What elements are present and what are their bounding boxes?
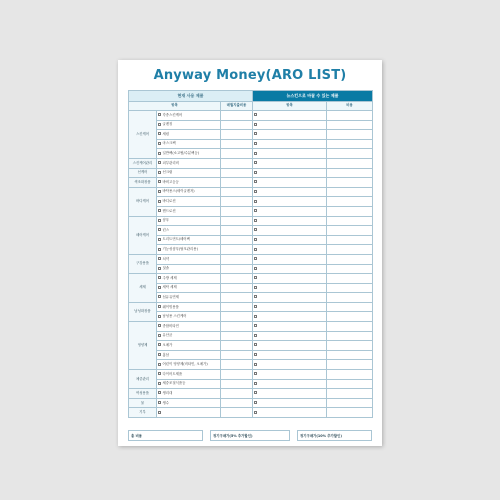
item-label: 기능성샴푸(탈모관리용) <box>162 247 198 251</box>
monthly-cost-cell[interactable] <box>221 360 253 370</box>
checkbox-icon[interactable] <box>158 372 161 375</box>
checkbox-icon[interactable] <box>158 257 161 260</box>
table-row <box>129 158 373 168</box>
replacement-cost-cell[interactable] <box>327 235 373 245</box>
checkbox-icon[interactable] <box>254 363 257 366</box>
table-row <box>129 379 373 389</box>
item-cell <box>157 197 221 207</box>
item-cell <box>157 331 221 341</box>
item-cell <box>157 360 221 370</box>
item-label: 세탁 세제 <box>162 285 177 290</box>
replacement-item-cell[interactable] <box>253 389 327 399</box>
item-label: 세럼 <box>162 131 170 136</box>
item-label: 칫솔 <box>162 266 170 271</box>
table-row <box>129 398 373 408</box>
table-row <box>129 331 373 341</box>
checkbox-icon[interactable] <box>254 305 257 308</box>
item-label: 생수 <box>162 400 170 405</box>
checkbox-icon[interactable] <box>158 295 161 298</box>
table-row <box>129 408 373 418</box>
item-label: 남성용 스킨케어 <box>162 314 187 319</box>
replacement-cost-cell[interactable] <box>327 379 373 389</box>
item-cell <box>157 302 221 312</box>
table-row <box>129 312 373 322</box>
table-row <box>129 302 373 312</box>
table-row <box>129 254 373 264</box>
monthly-cost-cell[interactable] <box>221 168 253 178</box>
replacement-item-cell[interactable] <box>253 264 327 274</box>
category-label: 물 <box>129 398 157 408</box>
table-row <box>129 322 373 332</box>
checkbox-icon[interactable] <box>158 315 161 318</box>
monthly-cost-cell[interactable] <box>221 187 253 197</box>
item-label: 어린이 영양제(비타민, 오메가) <box>162 362 208 367</box>
item-label: 피부관리비 <box>162 160 179 165</box>
cost-subheader: 비용 <box>327 102 373 111</box>
replacement-item-cell[interactable] <box>253 293 327 303</box>
replacement-item-cell[interactable] <box>253 149 327 159</box>
product-table <box>128 90 373 418</box>
checkbox-icon[interactable] <box>158 363 161 366</box>
checkbox-icon[interactable] <box>158 305 161 308</box>
checkbox-icon[interactable] <box>254 382 257 385</box>
table-row <box>129 245 373 255</box>
table-row <box>129 283 373 293</box>
item-cell <box>157 139 221 149</box>
item-label: 홍삼 <box>162 352 170 357</box>
checkbox-icon[interactable] <box>254 228 257 231</box>
item-cell <box>157 187 221 197</box>
category-label: 색조화장품 <box>129 178 157 188</box>
table-row <box>129 350 373 360</box>
checkbox-icon[interactable] <box>158 190 161 193</box>
item-cell <box>157 206 221 216</box>
category-label: 스킨케어관리 <box>129 158 157 168</box>
checkbox-icon[interactable] <box>254 142 257 145</box>
checkbox-icon[interactable] <box>158 180 161 183</box>
replacement-cost-cell[interactable] <box>327 264 373 274</box>
item-cell <box>157 120 221 130</box>
table-row <box>129 149 373 159</box>
monthly-cost-cell[interactable] <box>221 120 253 130</box>
checkbox-icon[interactable] <box>254 200 257 203</box>
monthly-cost-cell[interactable] <box>221 331 253 341</box>
item-cell <box>157 389 221 399</box>
table-row <box>129 235 373 245</box>
checkbox-icon[interactable] <box>158 248 161 251</box>
checkbox-icon[interactable] <box>158 411 161 414</box>
replacement-item-cell[interactable] <box>253 187 327 197</box>
replacement-item-cell[interactable] <box>253 408 327 418</box>
item-cell <box>157 322 221 332</box>
left-item-subheader: 항목 <box>129 102 221 111</box>
item-cell <box>157 341 221 351</box>
category-label: 체중관리 <box>129 370 157 389</box>
item-label: 핸드로션 <box>162 208 176 213</box>
checkbox-icon[interactable] <box>254 171 257 174</box>
item-cell <box>157 168 221 178</box>
checkbox-icon[interactable] <box>254 161 257 164</box>
item-label: 생리대 <box>162 390 173 395</box>
replacement-item-cell[interactable] <box>253 120 327 130</box>
item-label: 바디로션 <box>162 199 176 204</box>
item-label: 바비고등등 <box>162 179 179 184</box>
replacement-item-cell[interactable] <box>253 216 327 226</box>
replacement-cost-cell[interactable] <box>327 398 373 408</box>
item-label: 주방 세제 <box>162 275 177 280</box>
checkbox-icon[interactable] <box>254 238 257 241</box>
monthly-cost-cell[interactable] <box>221 379 253 389</box>
item-cell <box>157 283 221 293</box>
replacement-cost-cell[interactable] <box>327 216 373 226</box>
replacement-item-cell[interactable] <box>253 379 327 389</box>
item-cell <box>157 254 221 264</box>
item-cell <box>157 158 221 168</box>
item-label: 치약 <box>162 256 170 261</box>
item-cell <box>157 216 221 226</box>
item-cell <box>157 178 221 188</box>
replacement-cost-cell[interactable] <box>327 302 373 312</box>
monthly-cost-cell[interactable] <box>221 245 253 255</box>
table-row <box>129 120 373 130</box>
checkbox-icon[interactable] <box>158 113 161 116</box>
monthly-cost-cell[interactable] <box>221 274 253 284</box>
replacement-cost-cell[interactable] <box>327 254 373 264</box>
replacement-cost-cell[interactable] <box>327 360 373 370</box>
replacement-item-cell[interactable] <box>253 398 327 408</box>
item-label: 종합비타민 <box>162 323 179 328</box>
document-title: Anyway Money(ARO LIST) <box>153 68 347 83</box>
checkbox-icon[interactable] <box>158 353 161 356</box>
replacement-item-cell[interactable] <box>253 206 327 216</box>
replacement-item-cell[interactable] <box>253 111 327 121</box>
item-cell <box>157 312 221 322</box>
item-label: 샴푸 <box>162 218 170 223</box>
replacement-item-cell[interactable] <box>253 283 327 293</box>
item-cell <box>157 370 221 380</box>
replacement-item-cell[interactable] <box>253 235 327 245</box>
checkbox-icon[interactable] <box>254 334 257 337</box>
checkbox-icon[interactable] <box>158 276 161 279</box>
item-label: 바닥용스(세이클렌저) <box>162 189 195 194</box>
monthly-cost-cell[interactable] <box>221 264 253 274</box>
table-row <box>129 264 373 274</box>
checkbox-icon[interactable] <box>158 238 161 241</box>
item-cell <box>157 264 221 274</box>
checkbox-icon[interactable] <box>254 295 257 298</box>
item-label: 린스 <box>162 227 170 232</box>
table-row <box>129 111 373 121</box>
replacement-cost-cell[interactable] <box>327 274 373 284</box>
checkbox-icon[interactable] <box>254 286 257 289</box>
checkbox-icon[interactable] <box>158 142 161 145</box>
monthly-cost-cell[interactable] <box>221 293 253 303</box>
monthly-cost-cell[interactable] <box>221 350 253 360</box>
checkbox-icon[interactable] <box>254 391 257 394</box>
checkbox-icon[interactable] <box>158 382 161 385</box>
checkbox-icon[interactable] <box>158 123 161 126</box>
replacement-cost-cell[interactable] <box>327 370 373 380</box>
item-cell <box>157 111 221 121</box>
replacement-cost-cell[interactable] <box>327 158 373 168</box>
category-label: 헤어케어 <box>129 216 157 254</box>
item-cell <box>157 398 221 408</box>
checkbox-icon[interactable] <box>254 267 257 270</box>
total-cost-box: 총 비용 <box>128 430 203 441</box>
checkbox-icon[interactable] <box>254 209 257 212</box>
checkbox-icon[interactable] <box>158 343 161 346</box>
replacement-cost-cell[interactable] <box>327 139 373 149</box>
replacement-cost-cell[interactable] <box>327 322 373 332</box>
checkbox-icon[interactable] <box>158 171 161 174</box>
checkbox-icon[interactable] <box>254 315 257 318</box>
checkbox-icon[interactable] <box>254 401 257 404</box>
replacement-cost-cell[interactable] <box>327 130 373 140</box>
monthly-cost-cell[interactable] <box>221 254 253 264</box>
item-cell <box>157 293 221 303</box>
replacement-item-cell[interactable] <box>253 197 327 207</box>
item-label: 트리트먼트/헤어팩 <box>162 237 190 242</box>
replacement-cost-cell[interactable] <box>327 187 373 197</box>
item-label: 유산균 <box>162 333 173 338</box>
item-label: 오메가 <box>162 342 173 347</box>
replacement-item-cell[interactable] <box>253 178 327 188</box>
monthly-cost-cell[interactable] <box>221 398 253 408</box>
category-label: 남성화장품 <box>129 302 157 321</box>
monthly-cost-cell[interactable] <box>221 139 253 149</box>
replacement-cost-cell[interactable] <box>327 245 373 255</box>
monthly-cost-cell[interactable] <box>221 111 253 121</box>
checkbox-icon[interactable] <box>254 372 257 375</box>
checkbox-icon[interactable] <box>158 132 161 135</box>
replacement-cost-cell[interactable] <box>327 293 373 303</box>
checkbox-icon[interactable] <box>158 219 161 222</box>
checkbox-icon[interactable] <box>254 248 257 251</box>
totals-footer <box>128 430 372 441</box>
item-label: 선크림 <box>162 170 173 175</box>
replaceable-products-header: 뉴스킨으로 바꿀 수 있는 제품 <box>253 91 373 102</box>
replacement-cost-cell[interactable] <box>327 341 373 351</box>
checkbox-icon[interactable] <box>158 334 161 337</box>
category-label: 구강용품 <box>129 254 157 273</box>
replacement-item-cell[interactable] <box>253 274 327 284</box>
replacement-cost-cell[interactable] <box>327 331 373 341</box>
subscription-10pct-box: 정기구매가(10% 추가할인) <box>297 430 372 441</box>
replacement-item-cell[interactable] <box>253 139 327 149</box>
replacement-cost-cell[interactable] <box>327 197 373 207</box>
checkbox-icon[interactable] <box>254 123 257 126</box>
checkbox-icon[interactable] <box>254 324 257 327</box>
replacement-item-cell[interactable] <box>253 341 327 351</box>
table-row <box>129 360 373 370</box>
replacement-cost-cell[interactable] <box>327 389 373 399</box>
monthly-cost-cell[interactable] <box>221 312 253 322</box>
monthly-cost-cell[interactable] <box>221 149 253 159</box>
monthly-cost-cell[interactable] <box>221 197 253 207</box>
checkbox-icon[interactable] <box>254 190 257 193</box>
checkbox-icon[interactable] <box>158 200 161 203</box>
item-cell <box>157 379 221 389</box>
replacement-cost-cell[interactable] <box>327 206 373 216</box>
monthly-cost-cell[interactable] <box>221 370 253 380</box>
item-label: 클렌징 <box>162 122 173 127</box>
item-label: 쉐이빙용품 <box>162 304 179 309</box>
checkbox-icon[interactable] <box>254 113 257 116</box>
monthly-cost-cell[interactable] <box>221 235 253 245</box>
item-cell <box>157 408 221 418</box>
monthly-cost-cell[interactable] <box>221 178 253 188</box>
table-row <box>129 178 373 188</box>
replacement-item-cell[interactable] <box>253 226 327 236</box>
checkbox-icon[interactable] <box>254 132 257 135</box>
checkbox-icon[interactable] <box>158 161 161 164</box>
replacement-cost-cell[interactable] <box>327 149 373 159</box>
checkbox-icon[interactable] <box>254 343 257 346</box>
item-label: 섬유유연제 <box>162 294 179 299</box>
item-cell <box>157 245 221 255</box>
replacement-cost-cell[interactable] <box>327 178 373 188</box>
checkbox-icon[interactable] <box>158 267 161 270</box>
monthly-cost-cell[interactable] <box>221 408 253 418</box>
subscription-5pct-box: 정기구매가(5% 추가할인) <box>210 430 290 441</box>
replacement-item-cell[interactable] <box>253 168 327 178</box>
table-row <box>129 197 373 207</box>
category-label: 바디케어 <box>129 187 157 216</box>
replacement-cost-cell[interactable] <box>327 120 373 130</box>
item-label: 마스크팩 <box>162 141 176 146</box>
category-label: 기부 <box>129 408 157 418</box>
checkbox-icon[interactable] <box>254 276 257 279</box>
monthly-cost-cell[interactable] <box>221 226 253 236</box>
monthly-cost-cell[interactable] <box>221 130 253 140</box>
category-label: 영양제 <box>129 322 157 370</box>
monthly-cost-cell[interactable] <box>221 302 253 312</box>
checkbox-icon[interactable] <box>158 401 161 404</box>
checkbox-icon[interactable] <box>254 152 257 155</box>
monthly-cost-cell[interactable] <box>221 322 253 332</box>
table-row <box>129 293 373 303</box>
item-label: 다이어트제품 <box>162 371 183 376</box>
item-label: 일반팩(소고팝/수분팩등) <box>162 151 200 156</box>
replacement-item-cell[interactable] <box>253 360 327 370</box>
table-row <box>129 274 373 284</box>
replacement-item-cell[interactable] <box>253 158 327 168</box>
table-row <box>129 341 373 351</box>
checkbox-icon[interactable] <box>158 209 161 212</box>
replacement-item-cell[interactable] <box>253 370 327 380</box>
category-label: 스킨케어 <box>129 111 157 159</box>
table-row <box>129 139 373 149</box>
item-cell <box>157 350 221 360</box>
table-row <box>129 216 373 226</box>
item-cell <box>157 130 221 140</box>
table-row <box>129 187 373 197</box>
replacement-item-cell[interactable] <box>253 350 327 360</box>
replacement-item-cell[interactable] <box>253 130 327 140</box>
replacement-item-cell[interactable] <box>253 245 327 255</box>
category-label: 세제 <box>129 274 157 303</box>
checkbox-icon[interactable] <box>158 391 161 394</box>
item-cell <box>157 149 221 159</box>
monthly-cost-subheader: 매월지출비용 <box>221 102 253 111</box>
checkbox-icon[interactable] <box>254 411 257 414</box>
item-cell <box>157 226 221 236</box>
monthly-cost-cell[interactable] <box>221 206 253 216</box>
table-row <box>129 226 373 236</box>
monthly-cost-cell[interactable] <box>221 158 253 168</box>
replacement-cost-cell[interactable] <box>327 111 373 121</box>
table-row <box>129 389 373 399</box>
replacement-item-cell[interactable] <box>253 322 327 332</box>
checkbox-icon[interactable] <box>158 152 161 155</box>
table-row <box>129 168 373 178</box>
replacement-item-cell[interactable] <box>253 302 327 312</box>
category-label: 선케어 <box>129 168 157 178</box>
table-row <box>129 206 373 216</box>
monthly-cost-cell[interactable] <box>221 283 253 293</box>
replacement-item-cell[interactable] <box>253 254 327 264</box>
replacement-cost-cell[interactable] <box>327 312 373 322</box>
replacement-cost-cell[interactable] <box>327 168 373 178</box>
aro-list-sheet <box>118 60 382 446</box>
checkbox-icon[interactable] <box>158 286 161 289</box>
item-label: 각종스킨케어 <box>162 112 183 117</box>
right-item-subheader: 항목 <box>253 102 327 111</box>
table-row <box>129 370 373 380</box>
item-label: 체중조절식품등 <box>162 381 186 386</box>
replacement-cost-cell[interactable] <box>327 408 373 418</box>
replacement-cost-cell[interactable] <box>327 226 373 236</box>
replacement-cost-cell[interactable] <box>327 350 373 360</box>
replacement-item-cell[interactable] <box>253 331 327 341</box>
checkbox-icon[interactable] <box>158 228 161 231</box>
table-row <box>129 130 373 140</box>
monthly-cost-cell[interactable] <box>221 216 253 226</box>
checkbox-icon[interactable] <box>254 257 257 260</box>
checkbox-icon[interactable] <box>158 324 161 327</box>
checkbox-icon[interactable] <box>254 353 257 356</box>
item-cell <box>157 274 221 284</box>
current-products-header: 현재 사용 제품 <box>129 91 253 102</box>
replacement-cost-cell[interactable] <box>327 283 373 293</box>
monthly-cost-cell[interactable] <box>221 389 253 399</box>
replacement-item-cell[interactable] <box>253 312 327 322</box>
category-label: 여성용품 <box>129 389 157 399</box>
checkbox-icon[interactable] <box>254 219 257 222</box>
monthly-cost-cell[interactable] <box>221 341 253 351</box>
item-cell <box>157 235 221 245</box>
checkbox-icon[interactable] <box>254 180 257 183</box>
